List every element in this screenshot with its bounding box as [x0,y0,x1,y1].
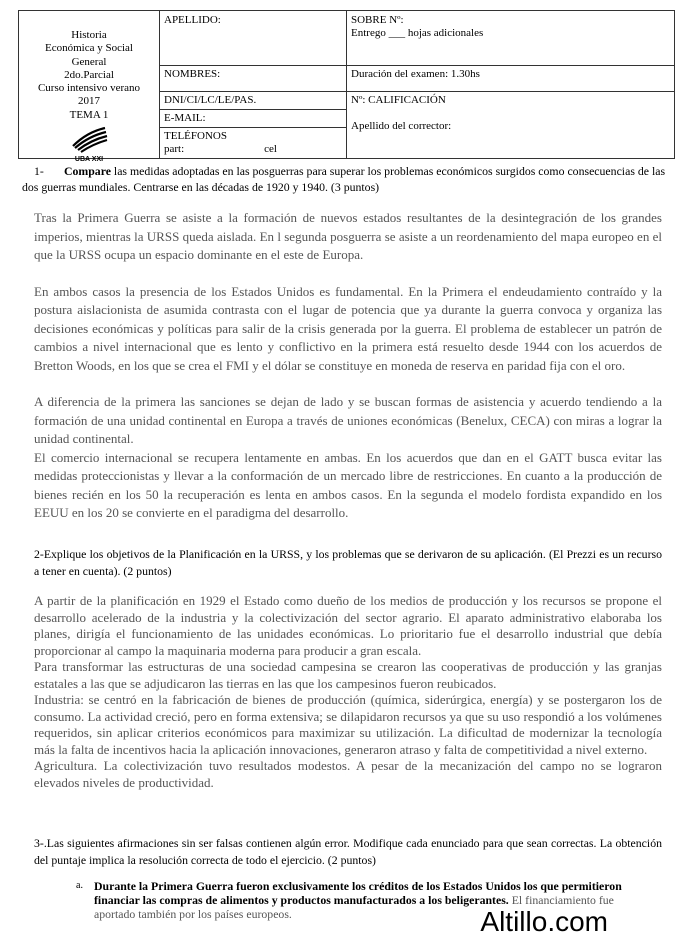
logo-text: UBA XXI [74,156,104,164]
answer-paragraph: El comercio internacional se recupera lentamente en ambas. En los acuerdos que dan en el GATT busca evitar las medidas proteccionistas y llevar a la conformación de un mercado libre de restricciones. En cuanto a la producción de bienes recién en los 50 la recuperación es lenta en ambos casos. En la segunda el modelo fordista expandido en los EEUU en los 20 se convierte en el paradigma del desarrollo. [34,449,662,520]
dni-field[interactable]: DNI/CI/LC/LE/PAS. [164,94,257,106]
altillo-watermark: Altillo.com [480,906,608,937]
answer-paragraph: A partir de la planificación en 1929 el Estado como dueño de los medios de producción y los recursos se propone el desarrollo acelerado de la industria y la colectivización del sector agrario. El aparato administrativo elaboraba los planes, dirigía el funcionamiento de las unidades económicas. Lo prioritario fue el desarrollo industrial que debía proporcionar al campo la maquinaria moderna para producir a gran escala. [34,593,662,658]
statement-text: Durante la Primera Guerra fueron exclusivamente los créditos de los Estados Unidos los que permitieron financiar las compras de alimentos y productos manufacturados a los beligerantes. [94,879,622,907]
question-number: 1- [34,164,44,178]
course-line: TEMA 1 [69,108,109,121]
part-label: part: [164,143,185,155]
course-line: 2017 [78,95,100,108]
answer-paragraph: En ambos casos la presencia de los Estados Unidos es fundamental. En la Primera el endeudamiento contraído y la postura aislacionista de asumida contrasta con el lugar de potencia que ya durante la guerra convoca y organiza las decisiones económicas y políticas para salir de la crisis generada por la guerra. El problema de establecer un patrón de cambios a nivel internacional que es lento y conflictivo en la primera está resuelto desde 1944 con los acuerdos de Bretton Woods, en los que se crea el FMI y el dólar se constituye en moneda de reserva en paridad fija con el oro. [34,283,662,373]
question-keyword: Compare [64,164,111,178]
question-3: 3-.Las siguientes afirmaciones sin ser falsas contienen algún error. Modifique cada enunciado para que sean correctas. La obtención del puntaje implica la resolución correcta de todo el ejercicio. (2 puntos) [34,836,662,867]
answer-2 [34,593,662,791]
course-line: General [71,55,107,68]
statement-marker: a. [76,880,83,891]
answer-paragraph: Agricultura. La colectivización tuvo resultados modestos. A pesar de la mecanización del campo no se lograron elevados niveles de productividad. [34,758,662,790]
statement-correction: El financiamiento fue aportado también por los países europeos. [94,893,614,921]
nombres-field[interactable]: NOMBRES: [164,68,221,80]
duracion-label: Duración del examen: 1.30hs [351,68,480,80]
apellido-field[interactable]: APELLIDO: [164,14,221,26]
sobre-field[interactable] [346,11,674,40]
answer-paragraph: Industria: se centró en la fabricación de bienes de producción (química, siderúrgica, energía) y se postergaron los de consumo. La actividad creció, pero en forma extensiva; se dilapidaron recursos ya que su uso respondió a los volúmenes requeridos, sin aplicar criterios económicos para maximizar su utilización. La dificultad de modernizar la tecnología más la falta de incentivos hacia la aplicación innovaciones, generaron atraso y falta de competitividad a nivel externo. [34,692,662,757]
answer-paragraph: Para transformar las estructuras de una sociedad campesina se crearon las cooperativas de producción y las granjas estatales a las que se adjudicaron las tierras en las que los campesinos fueron reubicados. [34,659,662,691]
answer-1 [34,209,662,523]
telefonos-field[interactable] [159,127,346,156]
corrector-field[interactable]: Apellido del corrector: [351,120,452,132]
telefonos-label: TELÉFONOS [164,130,227,142]
question-2: 2-Explique los objetivos de la Planificación en la URSS, y los problemas que se derivaron de su aplicación. (El Prezzi es un recurso a tener en cuenta). (2 puntos) [34,547,662,578]
course-line: Curso intensivo verano [37,82,141,95]
question-1 [22,163,670,195]
answer-paragraph: Tras la Primera Guerra se asiste a la formación de nuevos estados resultantes de la desintegración de los grandes imperios, mientras la URSS queda aislada. En l segunda posguerra se asiste a un reordenamiento del mapa europeo en el que la URSS ocupa un espacio dominante en el este de Europa. [34,210,662,262]
course-line: Económica y Social [45,42,133,55]
course-info [19,11,160,164]
exam-header-table [18,10,675,164]
calificacion-label: Nº: CALIFICACIÓN [351,94,446,106]
uba-xxi-logo [69,126,109,156]
sobre-label: SOBRE Nº: [351,14,404,26]
entrego-label: Entrego ___ hojas adicionales [351,27,484,39]
course-line: 2do.Parcial [64,68,114,81]
answer-paragraph: A diferencia de la primera las sanciones se dejan de lado y se buscan formas de asistencia y acuerdo tendiendo a la formación de una unidad continental en Europa a través de uniones económicas (Benelux, CECA) con miras a lograr la unidad continental. [34,394,662,446]
course-line: Historia [71,29,107,41]
email-field[interactable]: E-MAIL: [164,112,206,124]
cel-label: cel [264,143,277,155]
question-text: las medidas adoptadas en las posguerras para superar los problemas económicos surgidos como consecuencias de las dos guerras mundiales. Centrarse en las décadas de 1920 y 1940. (3 puntos) [22,164,666,194]
